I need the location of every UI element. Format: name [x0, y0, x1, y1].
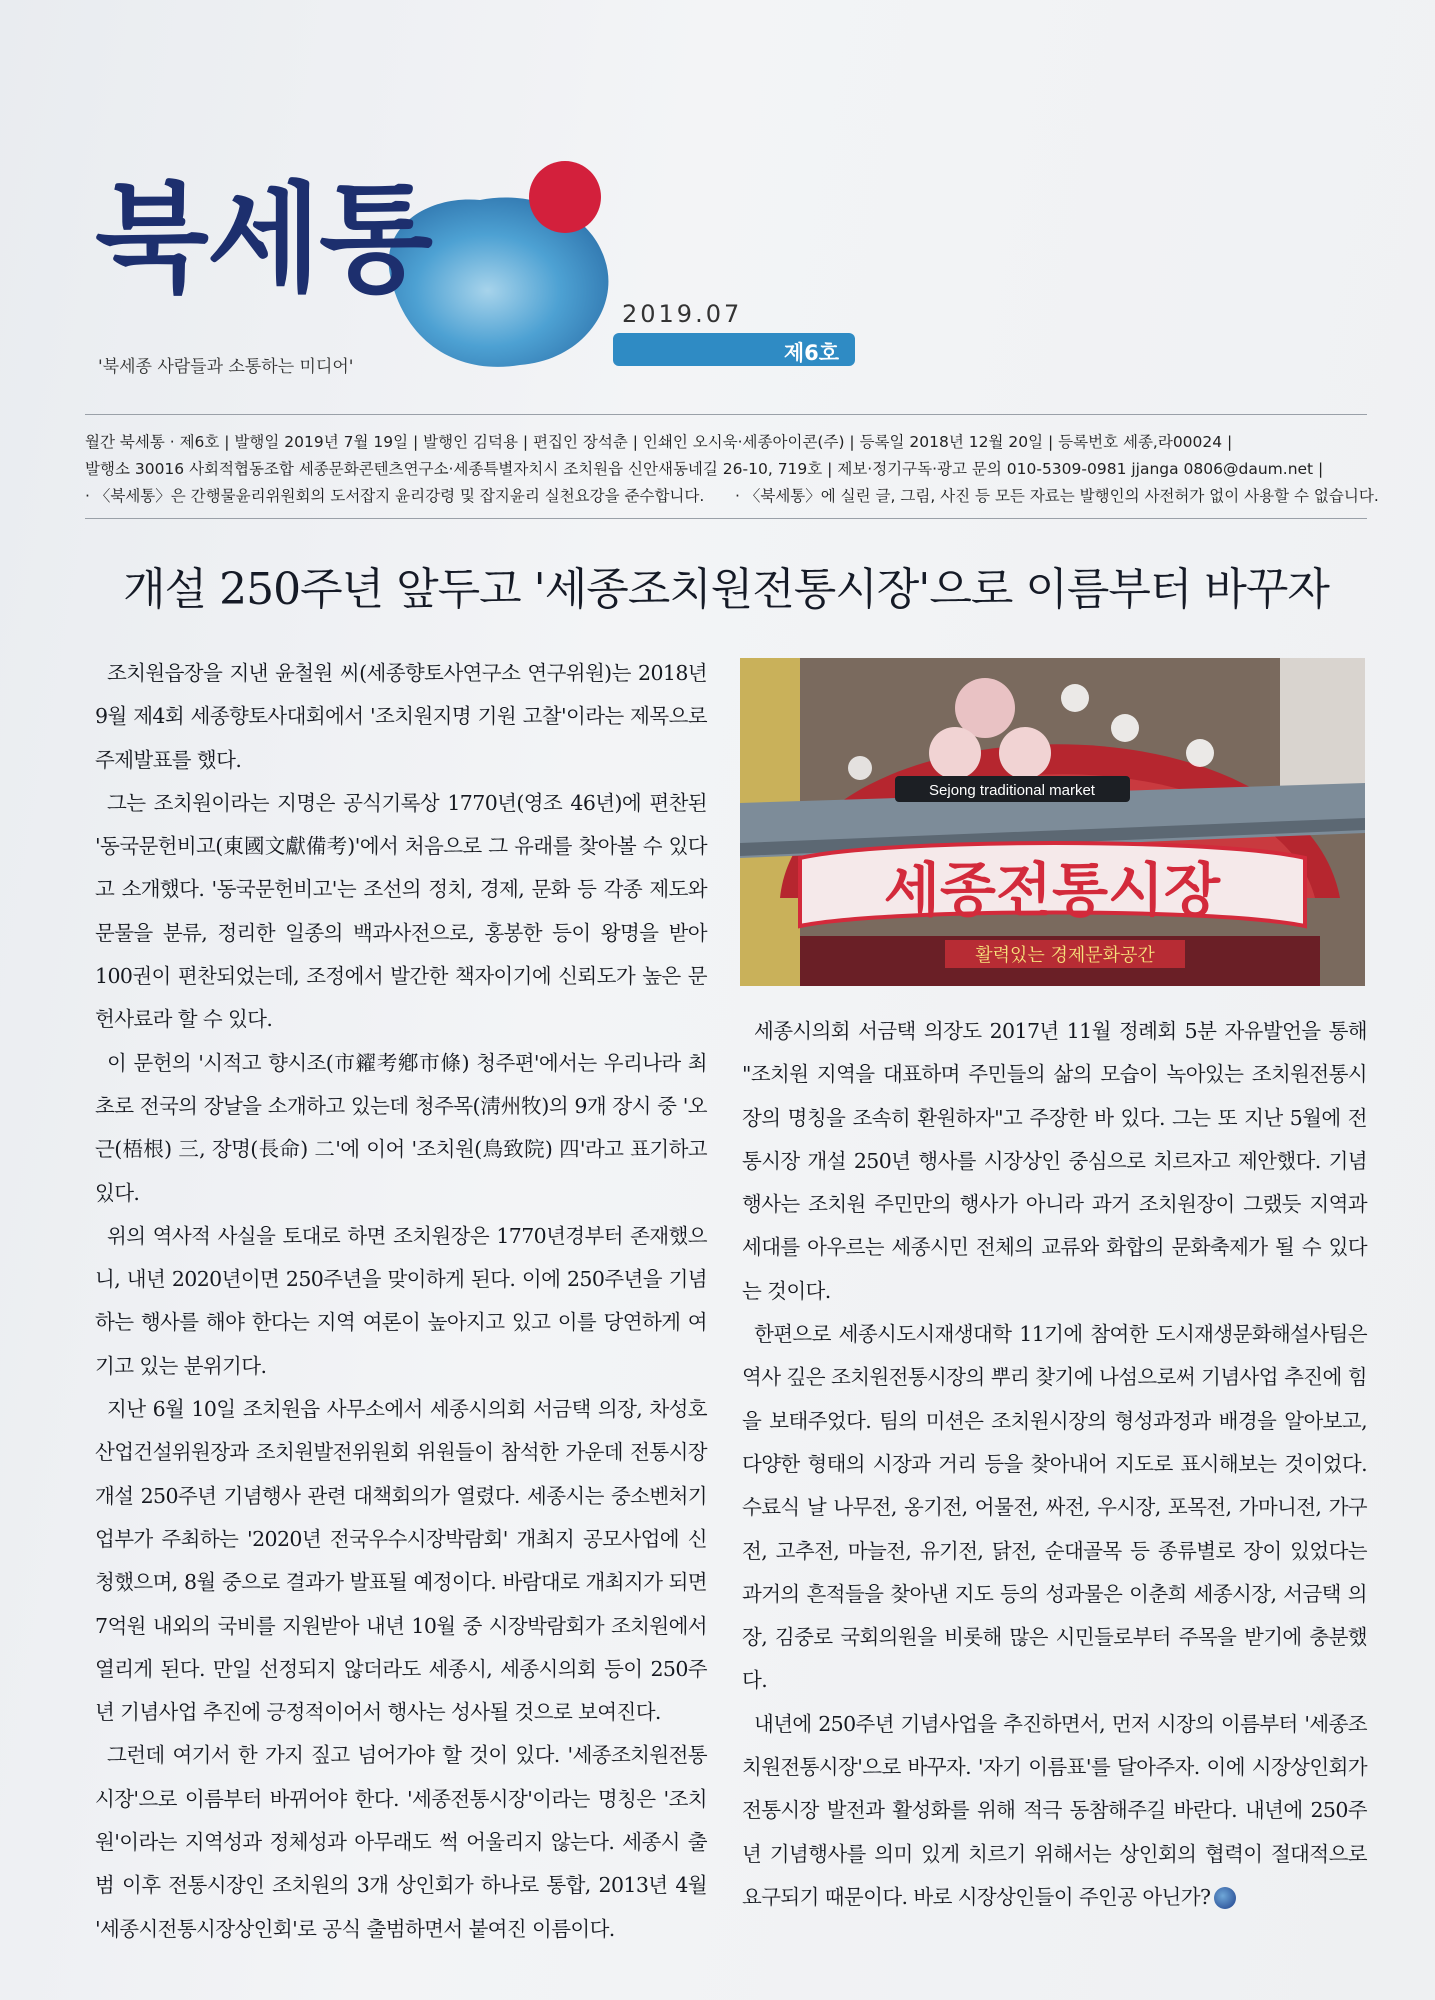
imprint-line-2: 발행소 30016 사회적협동조합 세종문화콘텐츠연구소·세종특별자치시 조치원읍 신안새동네길 26-10, 719호 | 제보·정기구독·광고 문의 010-5309-0981 jjanga 0806@daum.net |	[85, 460, 1324, 478]
paragraph: 그런데 여기서 한 가지 짚고 넘어가야 할 것이 있다. '세종조치원전통시장'으로 이름부터 바뀌어야 한다. '세종전통시장'이라는 명칭은 '조치원'이라는 지역성과 정체성과 아무래도 썩 어울리지 않는다. 세종시 출범 이후 전통시장인 조치원의 3개 상인회가 하나로 통합, 2013년 4월 '세종시전통시장상인회'로 공식 출범하면서 붙여진 이름이다.	[95, 1743, 707, 1941]
sign-english: Sejong traditional market	[929, 782, 1095, 799]
issue-number: 제6호	[783, 341, 839, 365]
logo-text: 북세통	[95, 169, 431, 308]
issue-date: 2019.07	[622, 300, 743, 328]
end-mark-icon	[1214, 1887, 1236, 1909]
sign-subtitle: 활력있는 경제문화공간	[975, 945, 1155, 966]
imprint-bottom-rule	[85, 518, 1367, 519]
article-column-left	[95, 652, 707, 1951]
article-headline: 개설 250주년 앞두고 '세종조치원전통시장'으로 이름부터 바꾸자	[123, 564, 1329, 615]
imprint-line-3a: · 〈북세통〉은 간행물윤리위원회의 도서잡지 윤리강령 및 잡지윤리 실천요강을 준수합니다.	[85, 487, 705, 505]
paragraph: 조치원읍장을 지낸 윤철원 씨(세종향토사연구소 연구위원)는 2018년 9월 제4회 세종향토사대회에서 '조치원지명 기원 고찰'이라는 제목으로 주제발표를 했다.	[95, 661, 707, 772]
tagline: '북세종 사람들과 소통하는 미디어'	[98, 357, 354, 377]
paragraph: 세종시의회 서금택 의장도 2017년 11월 정례회 5분 자유발언을 통해 "조치원 지역을 대표하며 주민들의 삶의 모습이 녹아있는 조치원전통시장의 명칭을 조속히 환원하자"고 주장한 바 있다. 그는 또 지난 5월에 전통시장 개설 250년 행사를 시장상인 중심으로 치르자고 제안했다. 기념행사는 조치원 주민만의 행사가 아니라 과거 조치원장이 그랬듯 지역과 세대를 아우르는 세종시민 전체의 교류와 화합의 문화축제가 될 수 있다는 것이다.	[742, 1019, 1367, 1303]
paragraph: 한편으로 세종시도시재생대학 11기에 참여한 도시재생문화해설사팀은 역사 깊은 조치원전통시장의 뿌리 찾기에 나섬으로써 기념사업 추진에 힘을 보태주었다. 팀의 미션은 조치원시장의 형성과정과 배경을 알아보고, 다양한 형태의 시장과 거리 등을 찾아내어 지도로 표시해보는 것이었다. 수료식 날 나무전, 옹기전, 어물전, 싸전, 우시장, 포목전, 가마니전, 가구전, 고추전, 마늘전, 유기전, 닭전, 순대골목 등 종류별로 장이 있었다는 과거의 흔적들을 찾아낸 지도 등의 성과물은 이춘희 세종시장, 서금택 의장, 김중로 국회의원을 비롯해 많은 시민들로부터 주목을 받기에 충분했다.	[742, 1322, 1367, 1693]
paragraph: 지난 6월 10일 조치원읍 사무소에서 세종시의회 서금택 의장, 차성호 산업건설위원장과 조치원발전위원회 위원들이 참석한 가운데 전통시장 개설 250주년 기념행사 관련 대책회의가 열렸다. 세종시는 중소벤처기업부가 주최하는 '2020년 전국우수시장박람회' 개최지 공모사업에 신청했으며, 8월 중으로 결과가 발표될 예정이다. 바람대로 개최지가 되면 7억원 내외의 국비를 지원받아 내년 10월 중 시장박람회가 조치원에서 열리게 된다. 만일 선정되지 않더라도 세종시, 세종시의회 등이 250주년 기념사업 추진에 긍정적이어서 행사는 성사될 것으로 보여진다.	[95, 1397, 707, 1725]
masthead-logo	[95, 125, 615, 365]
paragraph: 그는 조치원이라는 지명은 공식기록상 1770년(영조 46년)에 편찬된 '동국문헌비고(東國文獻備考)'에서 처음으로 그 유래를 찾아볼 수 있다고 소개했다. '동국문헌비고'는 조선의 정치, 경제, 문화 등 각종 제도와 문물을 분류, 정리한 일종의 백과사전으로, 홍봉한 등이 왕명을 받아 100권이 편찬되었는데, 조정에서 발간한 책자이기에 신뢰도가 높은 문헌사료라 할 수 있다.	[95, 790, 707, 1032]
red-seal-dot	[529, 161, 601, 233]
article-column-right	[742, 1010, 1367, 1919]
sign-korean: 세종전통시장	[883, 856, 1221, 924]
paragraph: 이 문헌의 '시적고 향시조(市糴考鄕市條) 청주편'에서는 우리나라 최초로 전국의 장날을 소개하고 있는데 청주목(淸州牧)의 9개 장시 중 '오근(梧根) 三, 장명(長命) 二'에 이어 '조치원(鳥致院) 四'라고 표기하고 있다.	[95, 1050, 707, 1205]
paragraph: 위의 역사적 사실을 토대로 하면 조치원장은 1770년경부터 존재했으니, 내년 2020년이면 250주년을 맞이하게 된다. 이에 250주년을 기념하는 행사를 해야 한다는 지역 여론이 높아지고 있고 이를 당연하게 여기고 있는 분위기다.	[95, 1223, 707, 1378]
imprint-line-3b: · 〈북세통〉에 실린 글, 그림, 사진 등 모든 자료는 발행인의 사전허가 없이 사용할 수 없습니다.	[735, 487, 1379, 505]
issue-badge	[613, 333, 855, 366]
paragraph	[742, 1703, 1367, 1919]
imprint-top-rule	[85, 414, 1367, 415]
paragraph-text: 내년에 250주년 기념사업을 추진하면서, 먼저 시장의 이름부터 '세종조치원전통시장'으로 바꾸자. '자기 이름표'를 달아주자. 이에 시장상인회가 전통시장 발전과 활성화를 위해 적극 동참해주길 바란다. 내년에 250주년 기념행사를 의미 있게 치르기 위해서는 상인회의 협력이 절대적으로 요구되기 때문이다. 바로 시장상인들이 주인공 아닌가?	[742, 1711, 1367, 1909]
market-photo	[740, 658, 1365, 986]
imprint-line-1: 월간 북세통 · 제6호 | 발행일 2019년 7월 19일 | 발행인 김덕용 | 편집인 장석춘 | 인쇄인 오시욱·세종아이콘(주) | 등록일 2018년 12월 20일 | 등록번호 세종,라00024 |	[85, 433, 1233, 451]
